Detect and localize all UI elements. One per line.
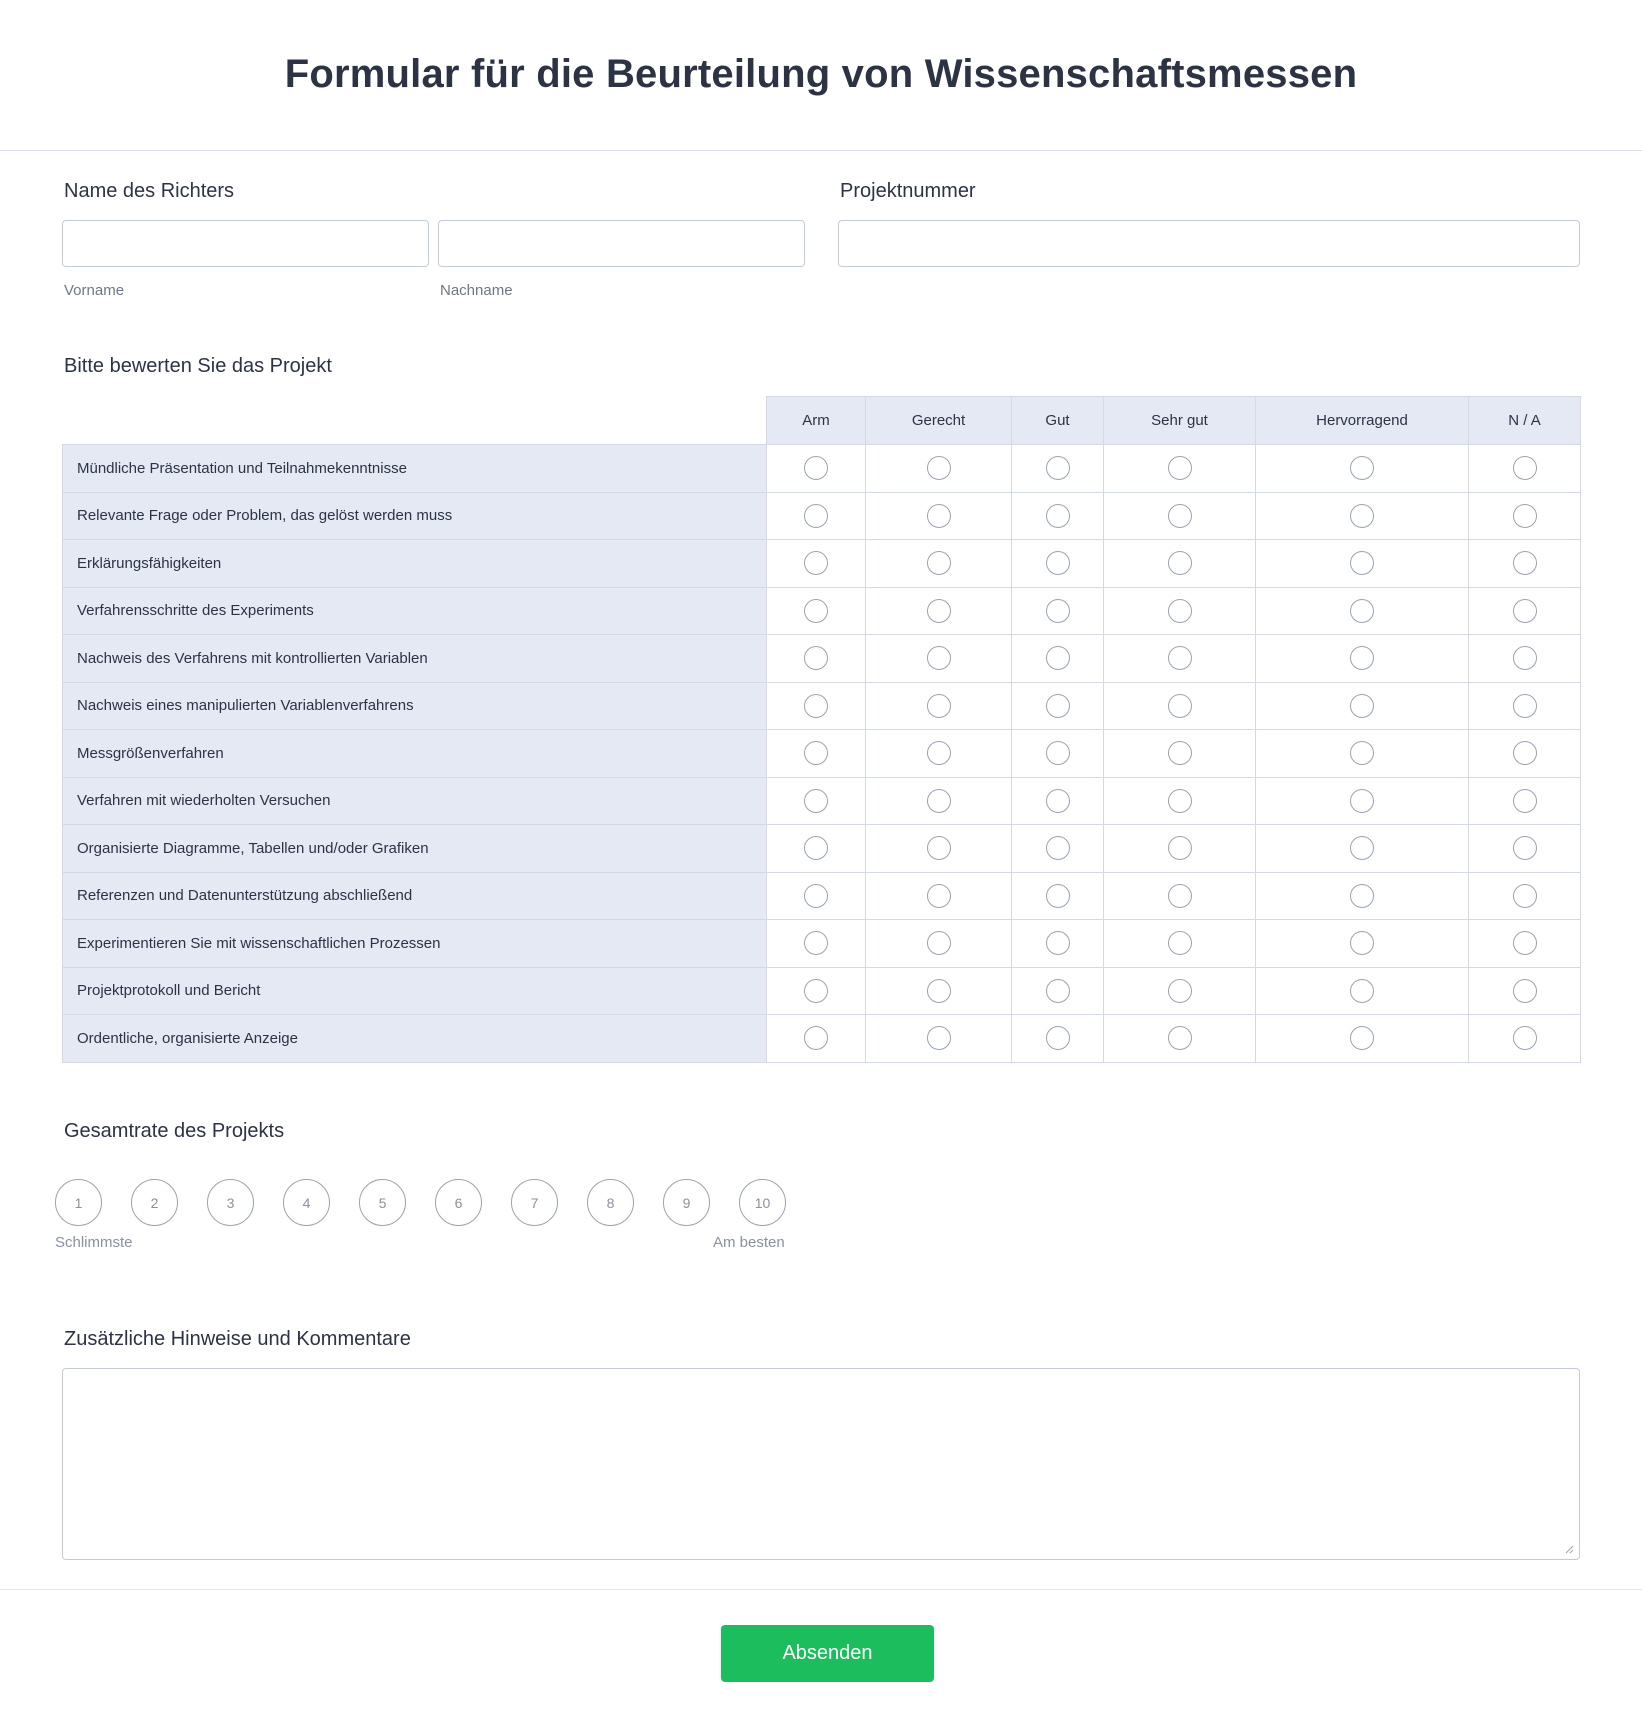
matrix-row (63, 730, 1581, 778)
rating-matrix (62, 396, 1581, 1063)
first-name-sublabel: Vorname (64, 282, 125, 299)
rating-radio[interactable] (804, 694, 828, 718)
matrix-cell (866, 777, 1012, 825)
matrix-row (63, 445, 1581, 493)
rating-radio[interactable] (1513, 1026, 1537, 1050)
matrix-cell (1104, 825, 1256, 873)
matrix-cell (1104, 540, 1256, 588)
matrix-cell (767, 920, 866, 968)
project-number-label: Projektnummer (840, 180, 976, 202)
rating-radio[interactable] (1046, 456, 1070, 480)
matrix-cell (1012, 445, 1104, 493)
rating-radio[interactable] (804, 1026, 828, 1050)
rating-radio[interactable] (804, 456, 828, 480)
rating-radio[interactable] (1350, 551, 1374, 575)
matrix-row-label: Nachweis des Verfahrens mit kontrollierten Variablen (63, 635, 767, 683)
matrix-cell (866, 920, 1012, 968)
rating-radio[interactable] (1350, 1026, 1374, 1050)
matrix-row (63, 920, 1581, 968)
rating-radio[interactable] (804, 504, 828, 528)
matrix-cell (1104, 730, 1256, 778)
matrix-cell (1104, 1015, 1256, 1063)
matrix-row-label: Messgrößenverfahren (63, 730, 767, 778)
project-number-input[interactable] (838, 220, 1580, 267)
matrix-cell (1469, 825, 1581, 873)
matrix-cell (1469, 920, 1581, 968)
matrix-cell (767, 445, 866, 493)
matrix-cell (767, 730, 866, 778)
rating-radio[interactable] (1168, 884, 1192, 908)
matrix-cell (866, 540, 1012, 588)
matrix-cell (767, 540, 866, 588)
rating-radio[interactable] (1046, 979, 1070, 1003)
matrix-cell (767, 967, 866, 1015)
rating-radio[interactable] (1046, 599, 1070, 623)
rating-radio[interactable] (1350, 504, 1374, 528)
scale-option-7[interactable]: 7 (511, 1179, 558, 1226)
matrix-column-header: Gerecht (866, 397, 1012, 445)
matrix-cell (1256, 635, 1469, 683)
rating-radio[interactable] (1513, 646, 1537, 670)
form-title: Formular für die Beurteilung von Wissenschaftsmessen (284, 51, 1358, 96)
matrix-cell (866, 587, 1012, 635)
rating-radio[interactable] (1513, 836, 1537, 860)
matrix-cell (1256, 730, 1469, 778)
matrix-cell (767, 777, 866, 825)
matrix-cell (1469, 1015, 1581, 1063)
matrix-cell (1469, 635, 1581, 683)
matrix-cell (1012, 920, 1104, 968)
matrix-cell (1012, 872, 1104, 920)
matrix-row-label: Mündliche Präsentation und Teilnahmekenntnisse (63, 445, 767, 493)
rating-radio[interactable] (927, 931, 951, 955)
rating-radio[interactable] (1350, 599, 1374, 623)
resize-grip-icon[interactable] (1564, 1544, 1574, 1554)
matrix-row (63, 587, 1581, 635)
scale-option-9[interactable]: 9 (663, 1179, 710, 1226)
matrix-cell (767, 492, 866, 540)
scale-option-4[interactable]: 4 (283, 1179, 330, 1226)
rating-radio[interactable] (927, 1026, 951, 1050)
matrix-corner (63, 397, 767, 445)
matrix-row (63, 967, 1581, 1015)
rating-radio[interactable] (1513, 456, 1537, 480)
scale-option-2[interactable]: 2 (131, 1179, 178, 1226)
rating-radio[interactable] (1350, 789, 1374, 813)
matrix-cell (1012, 825, 1104, 873)
matrix-cell (1012, 540, 1104, 588)
rating-radio[interactable] (1168, 931, 1192, 955)
rating-radio[interactable] (927, 979, 951, 1003)
matrix-cell (1104, 872, 1256, 920)
scale-option-6[interactable]: 6 (435, 1179, 482, 1226)
matrix-cell (1012, 967, 1104, 1015)
last-name-input[interactable] (438, 220, 805, 267)
matrix-cell (767, 825, 866, 873)
matrix-cell (1469, 445, 1581, 493)
matrix-cell (1469, 967, 1581, 1015)
matrix-cell (767, 587, 866, 635)
first-name-input[interactable] (62, 220, 429, 267)
overall-rating-scale (55, 1179, 786, 1226)
rating-radio[interactable] (804, 551, 828, 575)
matrix-cell (1012, 587, 1104, 635)
rating-radio[interactable] (927, 884, 951, 908)
scale-option-1[interactable]: 1 (55, 1179, 102, 1226)
matrix-cell (1012, 635, 1104, 683)
matrix-cell (1012, 492, 1104, 540)
matrix-cell (1012, 1015, 1104, 1063)
matrix-row (63, 492, 1581, 540)
matrix-row (63, 872, 1581, 920)
matrix-cell (1256, 872, 1469, 920)
matrix-row-label: Nachweis eines manipulierten Variablenverfahrens (63, 682, 767, 730)
rating-radio[interactable] (1513, 599, 1537, 623)
scale-option-5[interactable]: 5 (359, 1179, 406, 1226)
rating-radio[interactable] (1046, 1026, 1070, 1050)
matrix-column-header: Hervorragend (1256, 397, 1469, 445)
rating-radio[interactable] (1513, 504, 1537, 528)
rating-radio[interactable] (927, 836, 951, 860)
matrix-row (63, 825, 1581, 873)
rating-radio[interactable] (1350, 931, 1374, 955)
matrix-cell (1104, 445, 1256, 493)
matrix-column-header: Arm (767, 397, 866, 445)
overall-rating-label: Gesamtrate des Projekts (64, 1120, 285, 1142)
submit-button[interactable]: Absenden (721, 1625, 934, 1682)
notes-textarea[interactable] (62, 1368, 1580, 1560)
rating-radio[interactable] (1046, 884, 1070, 908)
matrix-cell (767, 635, 866, 683)
matrix-row-label: Referenzen und Datenunterstützung abschließend (63, 872, 767, 920)
matrix-cell (866, 1015, 1012, 1063)
matrix-cell (1256, 492, 1469, 540)
form-header (0, 0, 1642, 151)
scale-option-3[interactable]: 3 (207, 1179, 254, 1226)
rating-radio[interactable] (1513, 694, 1537, 718)
matrix-cell (1256, 777, 1469, 825)
matrix-row-label: Erklärungsfähigkeiten (63, 540, 767, 588)
matrix-cell (1104, 682, 1256, 730)
rating-radio[interactable] (1513, 931, 1537, 955)
rating-radio[interactable] (1046, 646, 1070, 670)
rating-radio[interactable] (1350, 646, 1374, 670)
notes-label: Zusätzliche Hinweise und Kommentare (64, 1328, 411, 1350)
rating-radio[interactable] (927, 741, 951, 765)
matrix-row (63, 1015, 1581, 1063)
matrix-cell (1469, 587, 1581, 635)
rating-radio[interactable] (804, 646, 828, 670)
matrix-cell (1012, 730, 1104, 778)
rating-radio[interactable] (1046, 504, 1070, 528)
matrix-cell (1256, 682, 1469, 730)
rating-radio[interactable] (804, 979, 828, 1003)
matrix-cell (1256, 920, 1469, 968)
matrix-cell (1012, 682, 1104, 730)
rating-radio[interactable] (1168, 599, 1192, 623)
matrix-row (63, 540, 1581, 588)
rating-radio[interactable] (1168, 551, 1192, 575)
rating-radio[interactable] (1350, 456, 1374, 480)
matrix-row-label: Verfahrensschritte des Experiments (63, 587, 767, 635)
rating-radio[interactable] (1350, 979, 1374, 1003)
matrix-cell (1469, 492, 1581, 540)
rating-radio[interactable] (1350, 884, 1374, 908)
rating-radio[interactable] (1513, 741, 1537, 765)
rating-radio[interactable] (804, 884, 828, 908)
rating-radio[interactable] (804, 599, 828, 623)
rating-label: Bitte bewerten Sie das Projekt (64, 355, 332, 377)
rating-radio[interactable] (927, 599, 951, 623)
rating-radio[interactable] (1513, 884, 1537, 908)
rating-radio[interactable] (804, 789, 828, 813)
matrix-cell (866, 445, 1012, 493)
rating-radio[interactable] (1046, 931, 1070, 955)
rating-radio[interactable] (1168, 741, 1192, 765)
matrix-cell (866, 492, 1012, 540)
matrix-cell (1256, 540, 1469, 588)
rating-radio[interactable] (1046, 741, 1070, 765)
rating-radio[interactable] (1513, 789, 1537, 813)
matrix-cell (1256, 967, 1469, 1015)
matrix-cell (1104, 967, 1256, 1015)
scale-option-8[interactable]: 8 (587, 1179, 634, 1226)
last-name-sublabel: Nachname (440, 282, 513, 299)
matrix-row (63, 682, 1581, 730)
rating-radio[interactable] (1168, 789, 1192, 813)
matrix-cell (767, 1015, 866, 1063)
rating-radio[interactable] (927, 646, 951, 670)
matrix-column-header: N / A (1469, 397, 1581, 445)
matrix-cell (1469, 730, 1581, 778)
matrix-cell (1104, 492, 1256, 540)
scale-option-10[interactable]: 10 (739, 1179, 786, 1226)
rating-radio[interactable] (1168, 456, 1192, 480)
rating-radio[interactable] (1168, 694, 1192, 718)
rating-radio[interactable] (927, 504, 951, 528)
rating-radio[interactable] (1513, 551, 1537, 575)
matrix-cell (866, 682, 1012, 730)
rating-radio[interactable] (1168, 1026, 1192, 1050)
matrix-cell (866, 730, 1012, 778)
rating-radio[interactable] (1350, 694, 1374, 718)
matrix-cell (1104, 920, 1256, 968)
rating-radio[interactable] (927, 789, 951, 813)
matrix-cell (767, 682, 866, 730)
rating-radio[interactable] (1046, 836, 1070, 860)
matrix-cell (1469, 872, 1581, 920)
matrix-cell (1256, 445, 1469, 493)
matrix-row (63, 635, 1581, 683)
rating-radio[interactable] (804, 741, 828, 765)
matrix-cell (1104, 777, 1256, 825)
matrix-cell (1469, 777, 1581, 825)
scale-max-caption: Am besten (713, 1234, 785, 1251)
matrix-cell (1104, 587, 1256, 635)
matrix-cell (1256, 587, 1469, 635)
rating-radio[interactable] (927, 456, 951, 480)
scale-min-caption: Schlimmste (55, 1234, 133, 1251)
matrix-row-label: Verfahren mit wiederholten Versuchen (63, 777, 767, 825)
matrix-cell (1469, 682, 1581, 730)
matrix-row-label: Organisierte Diagramme, Tabellen und/oder Grafiken (63, 825, 767, 873)
matrix-column-header: Sehr gut (1104, 397, 1256, 445)
rating-radio[interactable] (804, 836, 828, 860)
matrix-cell (1256, 825, 1469, 873)
matrix-row-label: Relevante Frage oder Problem, das gelöst werden muss (63, 492, 767, 540)
rating-radio[interactable] (1350, 741, 1374, 765)
matrix-row (63, 777, 1581, 825)
matrix-row-label: Ordentliche, organisierte Anzeige (63, 1015, 767, 1063)
matrix-cell (866, 872, 1012, 920)
judge-name-label: Name des Richters (64, 180, 235, 202)
matrix-row-label: Projektprotokoll und Bericht (63, 967, 767, 1015)
rating-radio[interactable] (1046, 789, 1070, 813)
matrix-cell (1469, 540, 1581, 588)
rating-radio[interactable] (927, 551, 951, 575)
matrix-cell (1256, 1015, 1469, 1063)
matrix-cell (866, 967, 1012, 1015)
matrix-cell (1012, 777, 1104, 825)
matrix-cell (866, 635, 1012, 683)
rating-radio[interactable] (1168, 646, 1192, 670)
rating-radio[interactable] (1513, 979, 1537, 1003)
footer-divider (0, 1589, 1642, 1590)
rating-radio[interactable] (1046, 551, 1070, 575)
matrix-column-header: Gut (1012, 397, 1104, 445)
rating-radio[interactable] (1168, 836, 1192, 860)
matrix-cell (767, 872, 866, 920)
rating-radio[interactable] (927, 694, 951, 718)
matrix-cell (866, 825, 1012, 873)
rating-radio[interactable] (1168, 504, 1192, 528)
matrix-header-row (63, 397, 1581, 445)
matrix-cell (1104, 635, 1256, 683)
rating-radio[interactable] (1046, 694, 1070, 718)
rating-radio[interactable] (1168, 979, 1192, 1003)
matrix-row-label: Experimentieren Sie mit wissenschaftlichen Prozessen (63, 920, 767, 968)
rating-radio[interactable] (1350, 836, 1374, 860)
rating-radio[interactable] (804, 931, 828, 955)
